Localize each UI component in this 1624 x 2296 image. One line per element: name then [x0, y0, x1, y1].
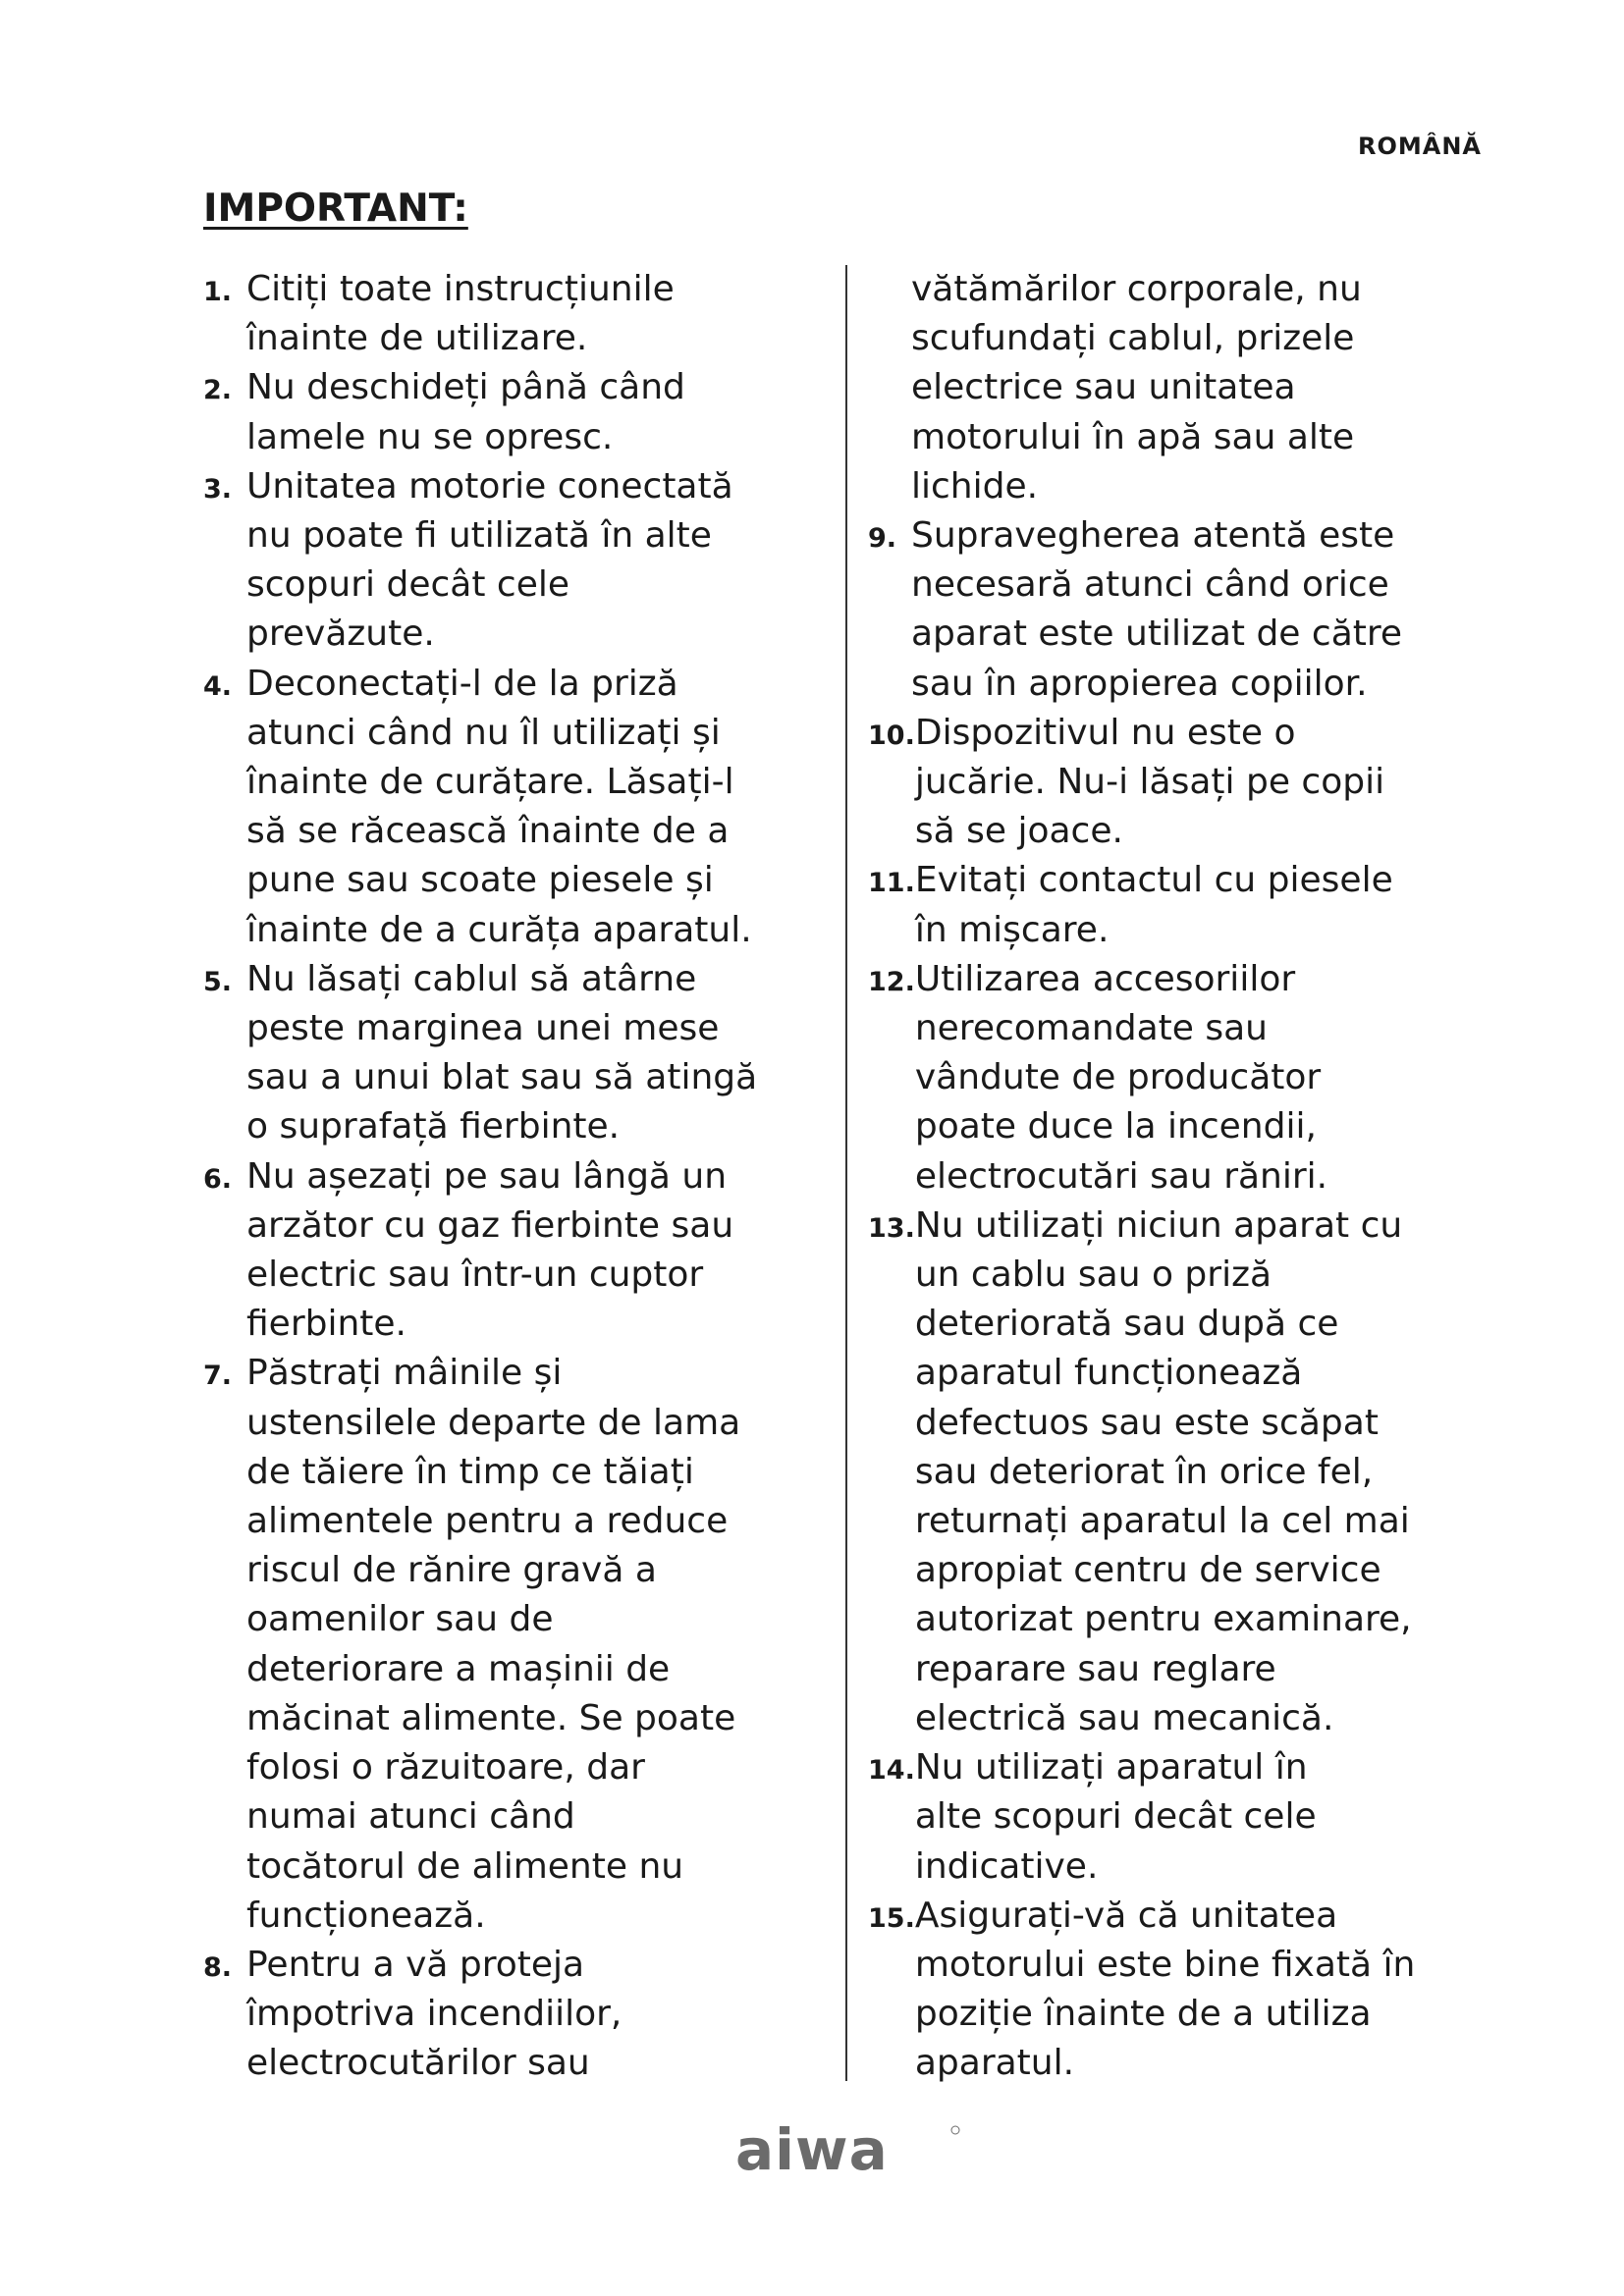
instruction-item — [203, 1941, 832, 2089]
instruction-item — [868, 856, 1496, 954]
logo-wordmark: aiwa — [735, 2122, 889, 2177]
instruction-item — [868, 1892, 1496, 2089]
column-divider — [845, 265, 847, 2081]
item-number: 5. — [203, 966, 233, 997]
item-number: 15. — [868, 1902, 915, 1934]
item-text: Asigurați-vă că unitatea motorului este bine fixată în poziție înainte de a utiliza aparatul. — [914, 1895, 1416, 2084]
item-text: Nu utilizați aparatul în alte scopuri decât cele indicative. — [914, 1747, 1317, 1887]
item-text: Supravegherea atentă este necesară atunci când orice aparat este utilizat de către sau în apropierea copiilor. — [911, 515, 1403, 704]
item-text: Pentru a vă proteja împotriva incendiilor, electrocutărilor sau — [246, 1944, 623, 2084]
instruction-item — [868, 511, 1496, 709]
page-heading: IMPORTANT: — [203, 187, 468, 231]
item-number: 7. — [203, 1361, 233, 1392]
item-text: Nu deschideți până când lamele nu se opresc. — [246, 367, 685, 457]
item-number: 1. — [203, 277, 233, 307]
instructions-right-column — [868, 265, 1496, 2089]
item-text: Nu utilizați niciun aparat cu un cablu sau o priză deteriorată sau după ce aparatul funcționează defectuos sau este scăpat sau deteriorat în orice fel, returnați aparatul la cel mai apropiat centru de service autorizat pentru examinare, reparare sau reglare electrică sau mecanică. — [914, 1204, 1412, 1738]
aiwa-logo — [735, 2122, 961, 2177]
item-number: 9. — [868, 523, 897, 555]
item-number: 8. — [203, 1951, 233, 1983]
item-number: 10. — [868, 720, 915, 751]
item-number: 12. — [868, 966, 915, 997]
instruction-item — [203, 265, 832, 363]
item-text: Nu așezați pe sau lângă un arzător cu gaz fierbinte sau electric sau într-un cuptor fierbinte. — [246, 1155, 734, 1345]
item-text: Evitați contactul cu piesele în mișcare. — [914, 860, 1393, 950]
item-number: 3. — [203, 473, 233, 505]
instruction-item — [203, 1349, 832, 1940]
item-text: Unitatea motorie conectată nu poate fi utilizată în alte scopuri decât cele prevăzute. — [246, 465, 733, 655]
instruction-item — [203, 660, 832, 955]
instruction-item — [868, 709, 1496, 857]
language-label: ROMÂNĂ — [1358, 133, 1482, 160]
item-number: 11. — [868, 868, 915, 899]
instructions-left-column — [203, 265, 832, 2089]
item-number: 14. — [868, 1755, 915, 1787]
instruction-item — [203, 955, 832, 1152]
item-text-continued: vătămărilor corporale, nu scufundați cablul, prizele electrice sau unitatea motorului în apă sau alte lichide. — [911, 269, 1362, 507]
item-text: Deconectați-l de la priză atunci când nu îl utilizați și înainte de curățare. Lăsați-l să se răcească înainte de a pune sau scoate piesele și înainte de a curăța aparatul. — [246, 663, 752, 950]
registered-mark — [951, 2126, 959, 2134]
instruction-item — [868, 1201, 1496, 1743]
item-number: 4. — [203, 670, 233, 702]
item-number: 13. — [868, 1212, 915, 1244]
instruction-item — [203, 363, 832, 461]
item-text: Dispozitivul nu este o jucărie. Nu-i lăsați pe copii să se joace. — [914, 712, 1385, 852]
item-number: 2. — [203, 375, 233, 406]
item-text: Citiți toate instrucțiunile înainte de utilizare. — [246, 269, 675, 359]
instruction-item — [203, 462, 832, 660]
item-text: Utilizarea accesoriilor nerecomandate sau vândute de producător poate duce la incendii, electrocutări sau răniri. — [914, 958, 1328, 1197]
instruction-item — [203, 1152, 832, 1350]
item-text: Păstrați mâinile și ustensilele departe de lama de tăiere în timp ce tăiați alimentele pentru a reduce riscul de rănire gravă a oamenilor sau de deteriorare a mașinii de măcinat alimente. Se poate folosi o răzuitoare, dar numai atunci când tocătorul de alimente nu funcționează. — [246, 1353, 741, 1936]
instruction-continuation — [868, 265, 1496, 511]
instruction-item — [868, 955, 1496, 1201]
item-number: 6. — [203, 1163, 233, 1195]
item-text: Nu lăsați cablul să atârne peste marginea unei mese sau a unui blat sau să atingă o suprafață fierbinte. — [246, 958, 758, 1148]
instruction-item — [868, 1743, 1496, 1892]
